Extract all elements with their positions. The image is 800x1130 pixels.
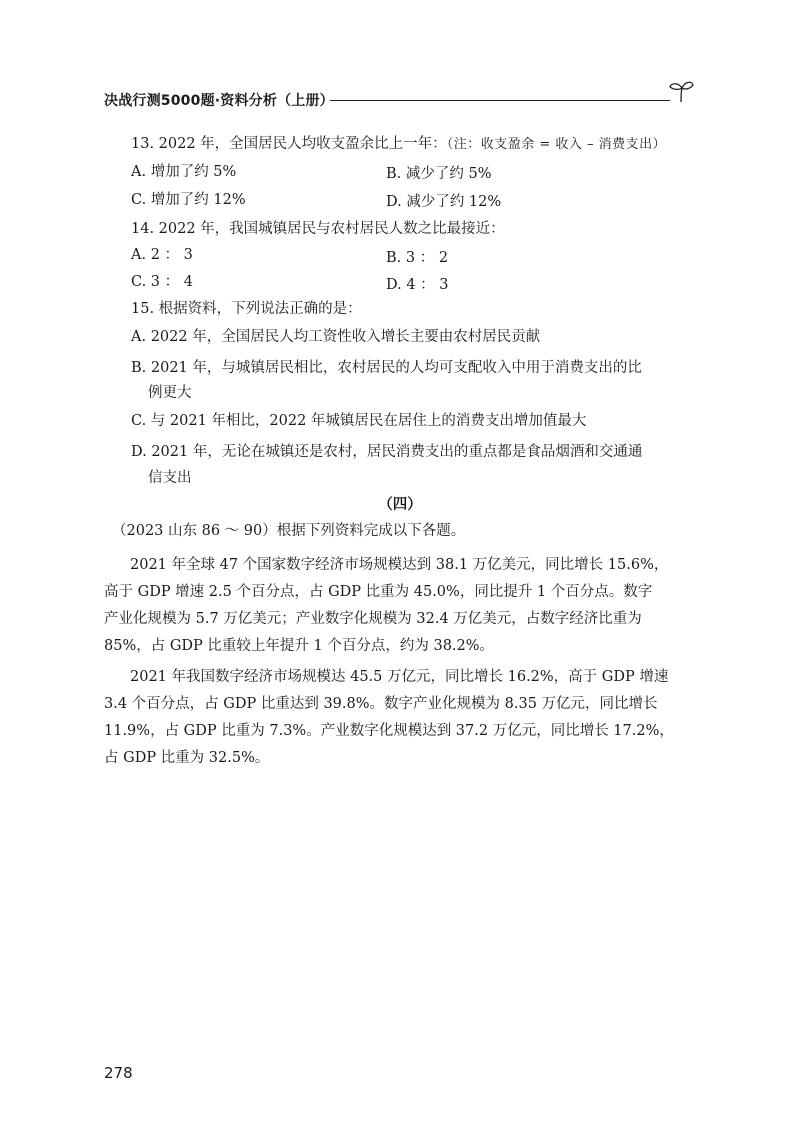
question-14-stem: 14. 2022 年，我国城镇居民与农村居民人数之比最接近：	[131, 221, 505, 237]
paragraph-2-line-2: 3.4 个百分点，占 GDP 比重达到 39.8%。数字产业化规模为 8.35 万亿元，同比增长	[104, 696, 658, 712]
paragraph-1-line-2: 高于 GDP 增速 2.5 个百分点，占 GDP 比重为 45.0%，同比提升 1 个百分点。数字	[104, 584, 653, 600]
question-13-option-a: A. 增加了约 5%	[131, 164, 237, 180]
question-13-note: （注：收支盈余 = 收入 – 消费支出）	[446, 137, 667, 152]
question-13-stem: 13. 2022 年，全国居民人均收支盈余比上一年：（注：收支盈余 = 收入 – 消费支出）	[131, 136, 667, 152]
question-14-option-b: B. 3 ： 2	[386, 250, 449, 266]
question-13-option-c: C. 增加了约 12%	[131, 192, 246, 208]
paragraph-2-line-4: 占 GDP 比重为 32.5%。	[104, 750, 270, 766]
question-14-option-d: D. 4 ： 3	[386, 277, 449, 293]
paragraph-1-line-1: 2021 年全球 47 个国家数字经济市场规模达到 38.1 万亿美元，同比增长 15.6%，	[130, 557, 669, 573]
book-title: 决战行测5000题·资料分析（上册）	[104, 93, 334, 109]
page-header	[104, 90, 694, 114]
sprout-icon	[666, 76, 696, 106]
header-rule	[330, 100, 670, 101]
question-15-stem: 15. 根据资料，下列说法正确的是：	[131, 301, 362, 317]
section-source: （2023 山东 86 ～ 90）根据下列资料完成以下各题。	[112, 523, 466, 539]
question-14-option-a: A. 2 ： 3	[131, 247, 193, 263]
question-15-option-d-continued: 信支出	[148, 470, 192, 486]
paragraph-1-line-3: 产业化规模为 5.7 万亿美元；产业数字化规模为 32.4 万亿美元，占数字经济比重为	[104, 611, 642, 627]
paragraph-2-line-1: 2021 年我国数字经济市场规模达 45.5 万亿元，同比增长 16.2%，高于 GDP 增速	[130, 669, 669, 685]
paragraph-1-line-4: 85%，占 GDP 比重较上年提升 1 个百分点，约为 38.2%。	[104, 638, 495, 654]
page-number: 278	[104, 1064, 133, 1082]
question-15-option-c: C. 与 2021 年相比，2022 年城镇居民在居住上的消费支出增加值最大	[131, 413, 587, 429]
section-title: （四）	[378, 496, 422, 513]
question-15-option-b: B. 2021 年，与城镇居民相比，农村居民的人均可支配收入中用于消费支出的比	[131, 360, 642, 376]
question-15-option-a: A. 2022 年，全国居民人均工资性收入增长主要由农村居民贡献	[131, 329, 541, 345]
question-13-option-d: D. 减少了约 12%	[386, 194, 502, 210]
question-14-option-c: C. 3 ： 4	[131, 274, 193, 290]
question-15-option-d: D. 2021 年，无论在城镇还是农村，居民消费支出的重点都是食品烟酒和交通通	[131, 444, 643, 460]
paragraph-2-line-3: 11.9%，占 GDP 比重为 7.3%。产业数字化规模达到 37.2 万亿元，同比增长 17.2%，	[104, 723, 674, 739]
question-15-option-b-continued: 例更大	[148, 385, 192, 401]
question-13-option-b: B. 减少了约 5%	[386, 166, 492, 182]
